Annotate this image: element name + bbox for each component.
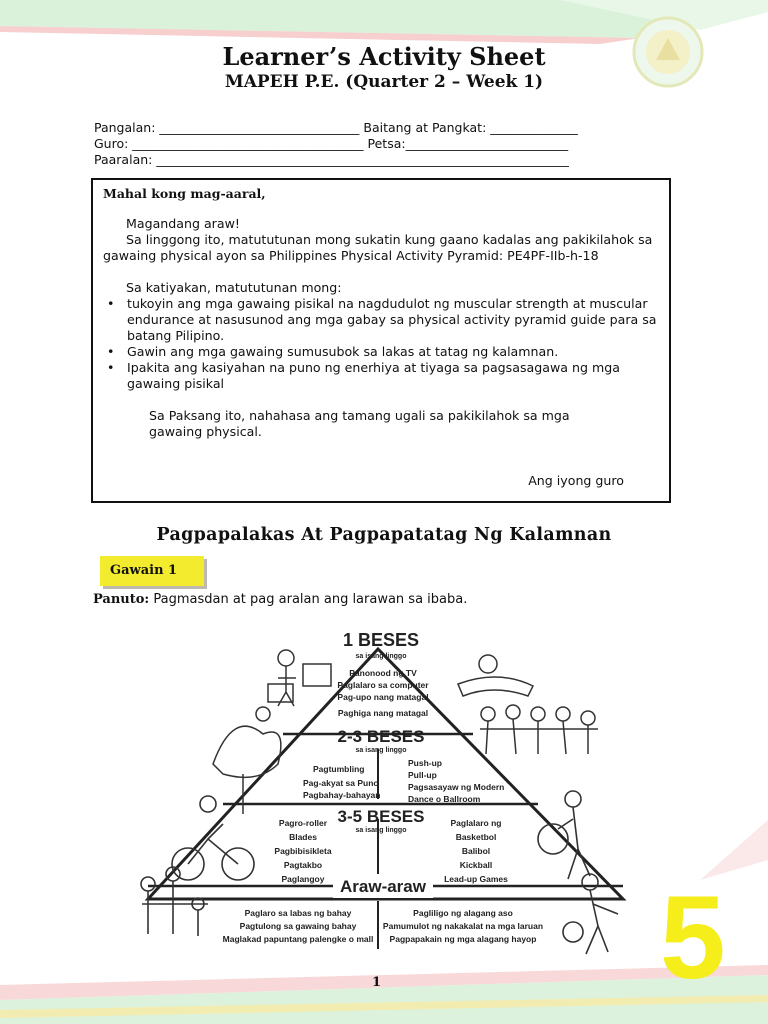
third-right-item: Balibol: [461, 846, 491, 856]
sheet-subtitle: MAPEH P.E. (Quarter 2 – Week 1): [224, 72, 544, 92]
objectives-list: [103, 296, 659, 392]
second-left-item: Pagbahay-bahayan: [303, 790, 381, 800]
instructions: Panuto: Pagmasdan at pag aralan ang larawan sa ibaba.: [93, 592, 468, 607]
letter-box: [91, 178, 671, 503]
third-left-item: Blades: [289, 832, 317, 842]
level-base-label: Araw-araw: [340, 877, 426, 896]
letter-paragraph-3: Sa Paksang ito, nahahasa ang tamang ugali sa pakikilahok sa mga gawaing physical.: [149, 408, 570, 439]
third-left-item: Pagro-roller: [278, 818, 328, 828]
second-left-item: Pagtumbling: [313, 764, 365, 774]
top-item: Panonood ng TV: [349, 668, 417, 678]
level-third-sub: sa isang linggo: [355, 827, 407, 834]
list-item: • tukoyin ang mga gawaing pisikal na nagdudulot ng muscular strength at muscular endurance at nasusunod ang mga gabay sa physical activity pyramid guide para sa batang Pilipino.: [107, 296, 657, 343]
school-field[interactable]: Paaralan: __________________________________________________________________: [94, 152, 569, 167]
level-top-label: 1 BESES: [342, 630, 420, 650]
activity-label: Gawain 1: [100, 556, 204, 586]
base-right-item: Pagliligo ng alagang aso: [413, 908, 513, 918]
second-right-item: Pagsasayaw ng Modern: [408, 782, 505, 792]
name-grade-field[interactable]: Pangalan: ________________________________ Baitang at Pangkat: ______________: [94, 120, 578, 135]
letter-paragraph-1: Sa linggong ito, matututunan mong sukatin kung gaano kadalas ang pakikilahok sa gawaing physical ayon sa Philippines Physical Activity Pyramid: PE4PF-IIb-h-18: [103, 232, 653, 263]
level-second-label: 2-3 BESES: [337, 727, 425, 746]
base-left-item: Pagtulong sa gawaing bahay: [239, 921, 357, 931]
third-left-item: Paglangoy: [281, 874, 325, 884]
teacher-signature: Ang iyong guro: [528, 473, 624, 488]
third-right-item: Basketbol: [455, 832, 497, 842]
level-top-sub: sa isang linggo: [355, 653, 407, 660]
third-right-item: Kickball: [459, 860, 493, 870]
base-left-item: Maglakad papuntang palengke o mall: [222, 934, 374, 944]
list-item: • Ipakita ang kasiyahan na puno ng enerhiya at tiyaga sa pagsasagawa ng mga gawaing pisikal: [107, 360, 620, 391]
letter-greeting: Mahal kong mag-aaral,: [103, 186, 266, 201]
top-item: Paghiga nang matagal: [337, 708, 429, 718]
base-right-item: Pamumulot ng nakakalat na mga laruan: [382, 921, 544, 931]
level-third-label: 3-5 BESES: [337, 807, 425, 826]
sheet-title: Learner’s Activity Sheet: [222, 42, 546, 71]
third-left-item: Pagtakbo: [283, 860, 323, 870]
activity-pyramid: [128, 614, 643, 959]
letter-paragraph-2: Sa katiyakan, matututunan mong:: [126, 280, 342, 295]
letter-opening: Magandang araw!: [126, 216, 240, 231]
level-second-sub: sa isang linggo: [355, 747, 407, 754]
second-right-item: Pull-up: [408, 770, 437, 780]
top-item: Pag-upo nang matagal: [337, 692, 429, 702]
teacher-date-field[interactable]: Guro: _____________________________________ Petsa:__________________________: [94, 136, 569, 151]
list-item: • Gawin ang mga gawaing sumusubok sa lakas at tatag ng kalamnan.: [107, 344, 559, 359]
top-item: Paglalaro sa computer: [337, 680, 429, 690]
grade-number: 5: [660, 872, 726, 1004]
section-title: Pagpapalakas At Pagpapatatag Ng Kalamnan: [156, 525, 612, 545]
second-right-item: Push-up: [408, 758, 442, 768]
base-left-item: Paglaro sa labas ng bahay: [244, 908, 352, 918]
third-left-item: Pagbibisikleta: [274, 846, 332, 856]
page-number: 1: [372, 975, 382, 990]
third-right-item: Paglalaro ng: [450, 818, 502, 828]
base-right-item: Pagpapakain ng mga alagang hayop: [389, 934, 537, 944]
second-right-item: Dance o Ballroom: [408, 794, 481, 804]
second-left-item: Pag-akyat sa Puno: [303, 778, 379, 788]
third-right-item: Lead-up Games: [444, 874, 508, 884]
bottom-decor: [0, 965, 768, 1024]
